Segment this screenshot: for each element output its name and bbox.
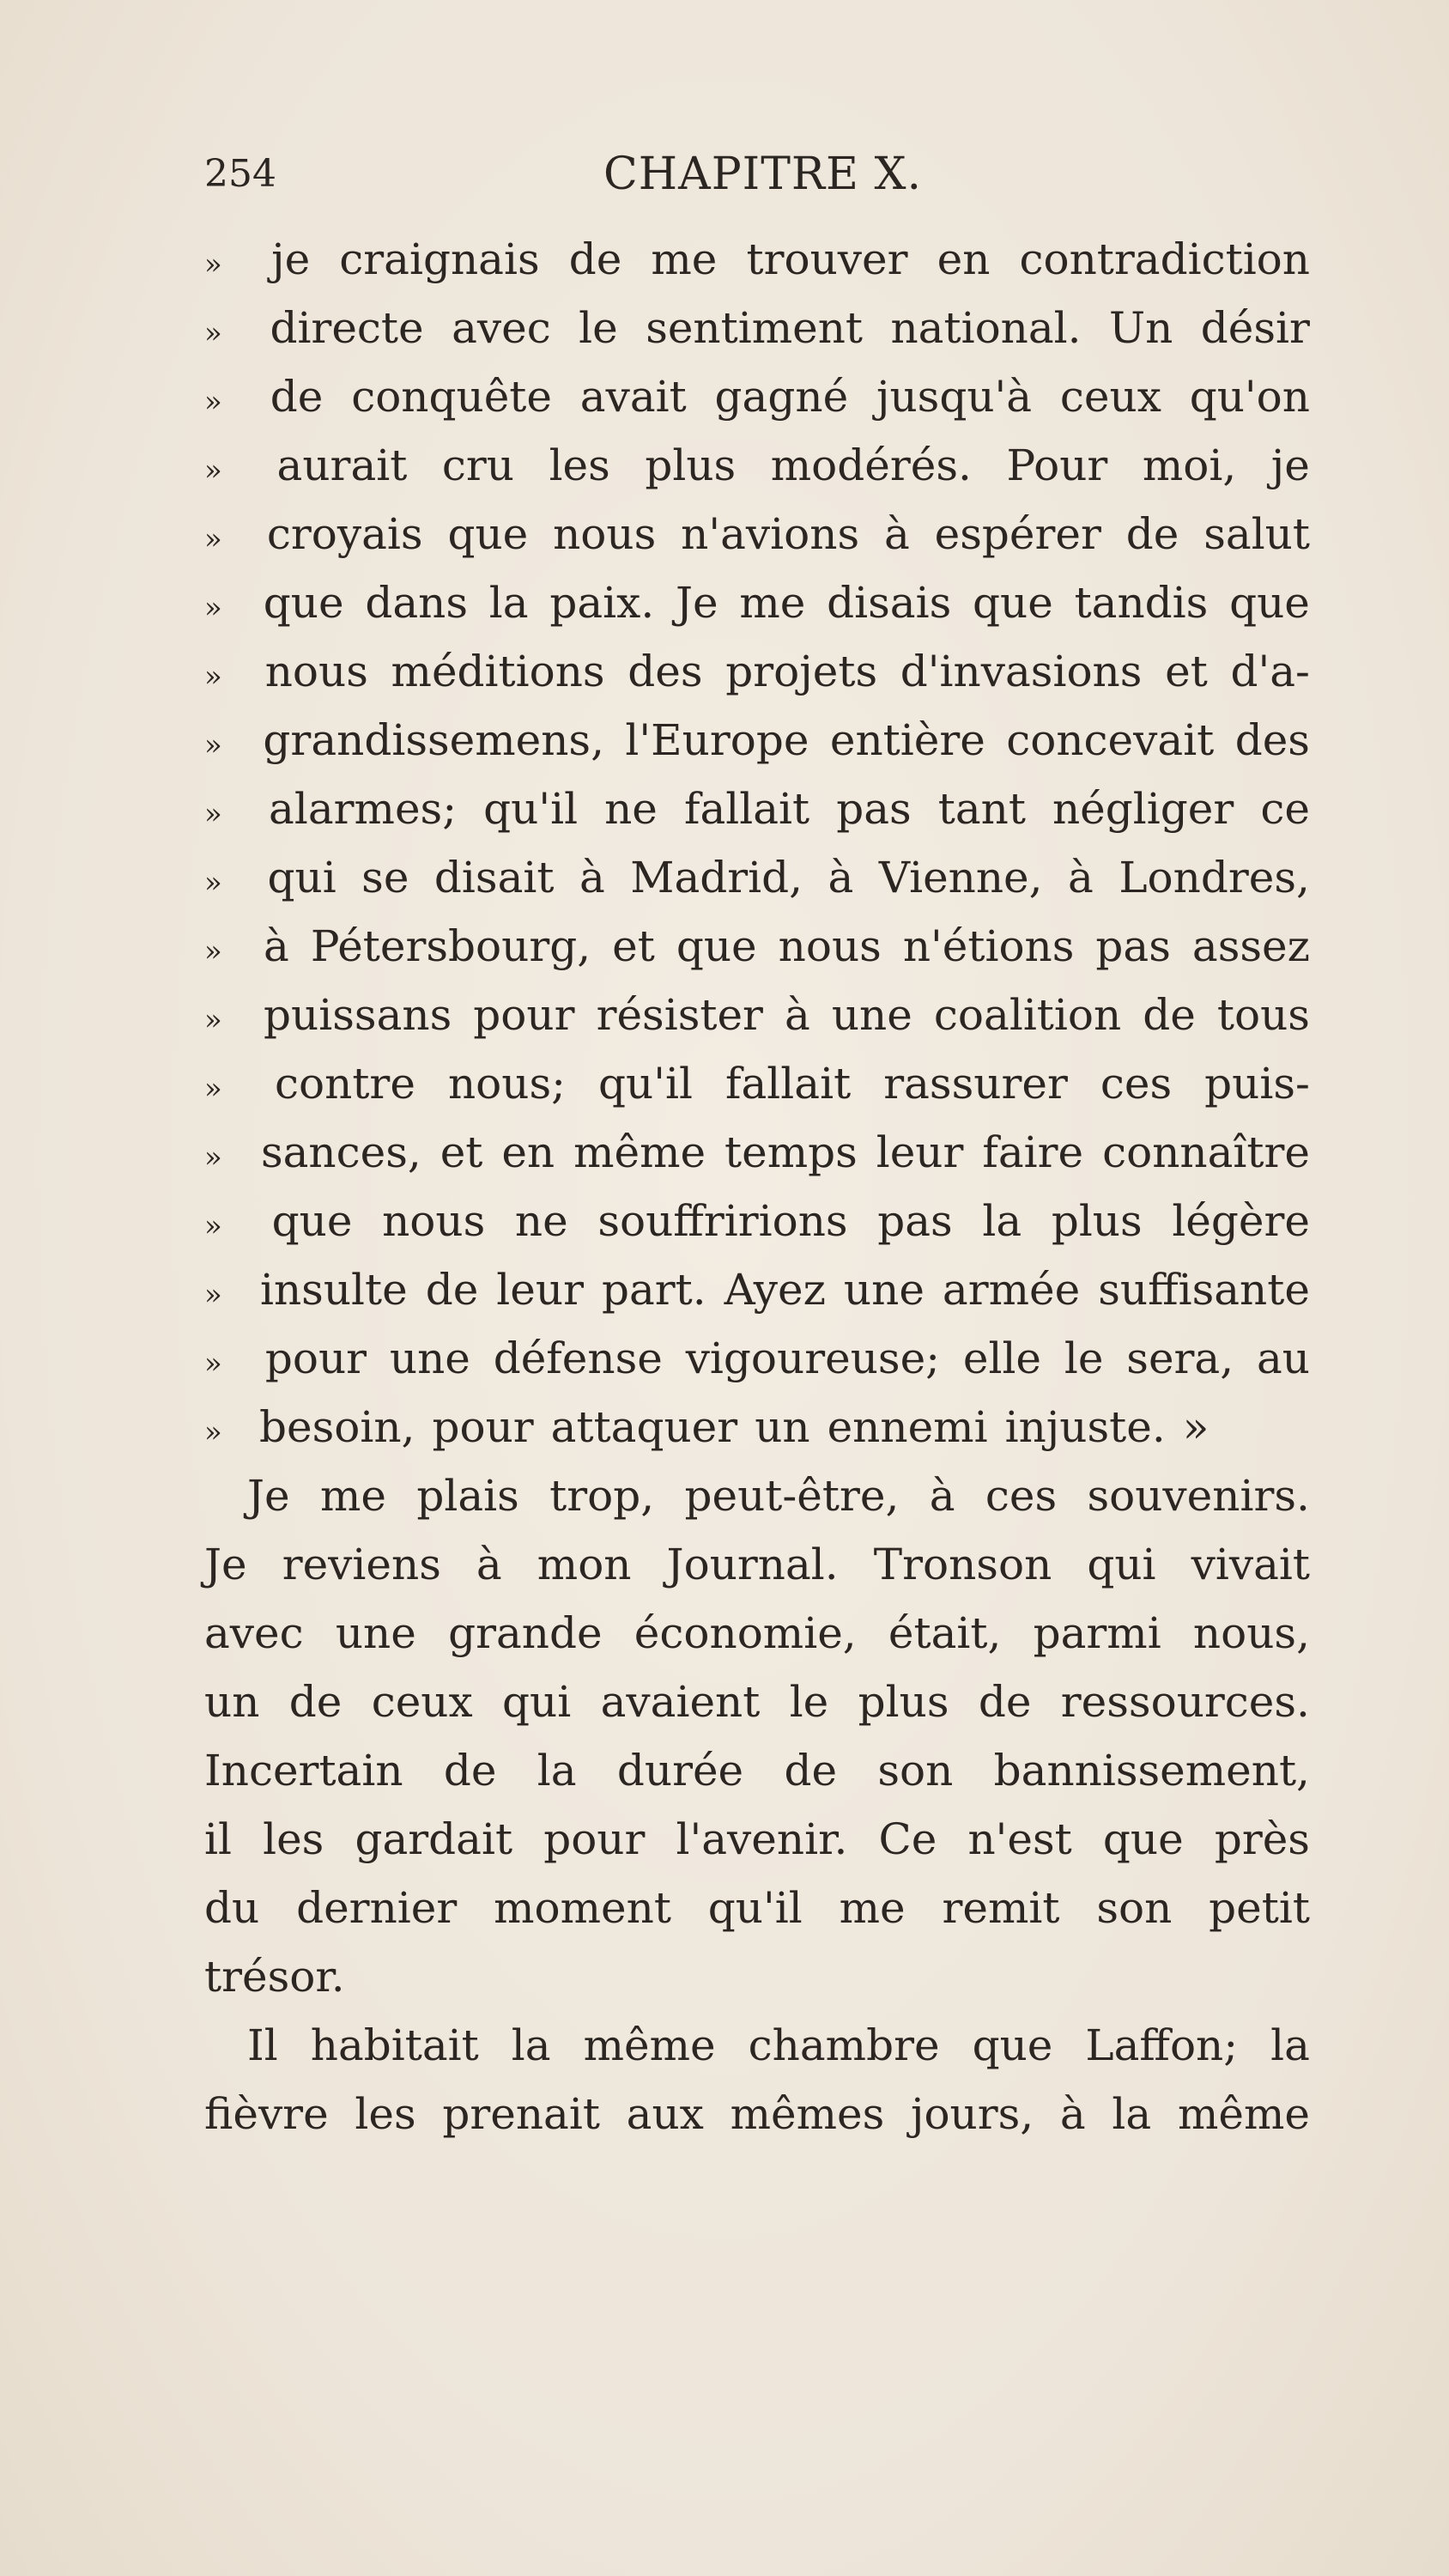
word: que (263, 578, 344, 628)
word: armée (942, 1265, 1081, 1315)
quote-mark: » (204, 1346, 222, 1381)
text-line (204, 843, 1310, 912)
word: qui (267, 853, 336, 902)
word: d'a- (1230, 647, 1310, 696)
word: la (537, 1746, 577, 1795)
word: souvenirs. (1087, 1471, 1310, 1521)
word: que (1102, 1814, 1184, 1864)
word: jusqu'à (876, 372, 1033, 422)
word: suffisante (1098, 1265, 1310, 1315)
word: vigoureuse; (685, 1334, 941, 1383)
word: tant (937, 784, 1026, 834)
quote-mark: » (204, 247, 222, 282)
text-line (204, 1049, 1310, 1118)
word: croyais (266, 509, 423, 559)
word: que (447, 509, 529, 559)
quote-mark: » (204, 316, 222, 350)
word: modérés. (770, 440, 972, 490)
word: vivait (1191, 1540, 1310, 1589)
word: qui (502, 1677, 572, 1727)
word: plus (858, 1677, 949, 1727)
word: elle (962, 1334, 1042, 1383)
word: et (440, 1127, 483, 1177)
word: ces (985, 1471, 1058, 1521)
word: pas (877, 1196, 953, 1246)
word: Je (675, 578, 718, 628)
word: Il (247, 2020, 278, 2070)
word: fièvre (204, 2089, 329, 2139)
text-line (204, 775, 1310, 843)
word: concevait (1006, 715, 1215, 765)
word: ennemi (827, 1402, 988, 1452)
word: sentiment (646, 303, 864, 353)
text-line (204, 1599, 1310, 1668)
word: trouver (746, 234, 908, 284)
quote-mark: » (204, 797, 222, 831)
word: son (877, 1746, 954, 1795)
word: projets (725, 647, 878, 696)
word: pour (473, 990, 575, 1040)
word: la (1270, 2020, 1310, 2070)
word: même (573, 1127, 706, 1177)
word: je (271, 234, 311, 284)
word: avaient (600, 1677, 761, 1727)
word: plus (645, 440, 737, 490)
word: de (288, 1677, 343, 1727)
text-line (204, 568, 1310, 637)
text-line (204, 1736, 1310, 1805)
word: Laffon; (1085, 2020, 1239, 2070)
word: chambre (748, 2020, 940, 2070)
word: Ce (878, 1814, 937, 1864)
word: un (204, 1677, 260, 1727)
word: je (1270, 440, 1310, 490)
word: économie, (634, 1608, 857, 1658)
word: gagné (714, 372, 849, 422)
word: de (425, 1265, 479, 1315)
word: un (755, 1402, 810, 1452)
word: à (929, 1471, 955, 1521)
word: avec (204, 1608, 304, 1658)
word: du (204, 1883, 260, 1933)
word: Londres, (1119, 853, 1310, 902)
word: et (1165, 647, 1208, 696)
word: me (739, 578, 806, 628)
word: qu'il (598, 1059, 693, 1109)
word: avait (579, 372, 687, 422)
word: aurait (276, 440, 408, 490)
quote-mark: » (204, 1140, 222, 1175)
text-line (204, 1118, 1310, 1187)
word: à (785, 990, 810, 1040)
word: qu'il (707, 1883, 803, 1933)
word: les (263, 1814, 324, 1864)
word: mon (537, 1540, 632, 1589)
word: de (443, 1746, 497, 1795)
word: Je (204, 1540, 247, 1589)
word: le (1064, 1334, 1104, 1383)
word: en (937, 234, 991, 284)
word: Journal. (666, 1540, 839, 1589)
word: tandis (1074, 578, 1209, 628)
word: que (271, 1196, 353, 1246)
text-line (204, 1805, 1310, 1874)
word: ceux (371, 1677, 473, 1727)
word: disait (433, 853, 555, 902)
word: une (335, 1608, 416, 1658)
word: insulte (259, 1265, 408, 1315)
word: dernier (296, 1883, 458, 1933)
quote-mark: » (204, 728, 222, 762)
word: n'avions (681, 509, 860, 559)
word: que (1229, 578, 1310, 628)
word: me (651, 234, 718, 284)
word: la (511, 2020, 551, 2070)
word: nous (553, 509, 657, 559)
word: la (1112, 2089, 1152, 2139)
quote-mark: » (204, 1278, 222, 1312)
word: mêmes (730, 2089, 885, 2139)
word: sera, (1126, 1334, 1234, 1383)
word: que (972, 2020, 1053, 2070)
word: Pour (1006, 440, 1108, 490)
word: à (476, 1540, 502, 1589)
word: n'est (967, 1814, 1072, 1864)
word: paix. (549, 578, 655, 628)
word: temps (724, 1127, 858, 1177)
word: la (982, 1196, 1022, 1246)
word: puis- (1204, 1059, 1310, 1109)
quote-mark: » (204, 591, 222, 625)
word: n'étions (902, 921, 1075, 971)
word: fallait (683, 784, 810, 834)
word: prenait (442, 2089, 600, 2139)
word: alarmes; (269, 784, 458, 834)
word: nous, (1192, 1608, 1310, 1658)
word: près (1214, 1814, 1310, 1864)
text-line (204, 1324, 1310, 1393)
word: ne (604, 784, 658, 834)
word: même (1177, 2089, 1310, 2139)
word: défense (493, 1334, 663, 1383)
word: se (361, 853, 409, 902)
word: Incertain (204, 1746, 403, 1795)
word: qu'on (1189, 372, 1310, 422)
quote-mark: » (204, 1209, 222, 1243)
word: conquête (351, 372, 552, 422)
word: même (583, 2020, 716, 2070)
word: plus (1051, 1196, 1143, 1246)
text-line (204, 2011, 1310, 2080)
word: à (1059, 2089, 1086, 2139)
text-line (204, 1393, 1310, 1461)
word: disais (827, 578, 952, 628)
word: national. (890, 303, 1082, 353)
word: peut-être, (684, 1471, 900, 1521)
word: trésor. (204, 1952, 345, 2002)
word: l'Europe (625, 715, 809, 765)
word: en (501, 1127, 555, 1177)
word: parmi (1033, 1608, 1161, 1658)
quote-mark: » (204, 866, 222, 900)
word: reviens (282, 1540, 441, 1589)
word: nous (382, 1196, 486, 1246)
word: sances, (260, 1127, 421, 1177)
page-header (204, 144, 1303, 204)
word: nous; (447, 1059, 566, 1109)
word: de (270, 372, 324, 422)
text-line (204, 1255, 1310, 1324)
word: au (1256, 1334, 1310, 1383)
word: désir (1200, 303, 1310, 353)
word: qui (1087, 1540, 1156, 1589)
quote-mark: » (204, 1003, 222, 1037)
word: gardait (355, 1814, 513, 1864)
word: salut (1203, 509, 1310, 559)
word: me (319, 1471, 386, 1521)
word: négliger (1052, 784, 1234, 834)
word: Vienne, (878, 853, 1043, 902)
word: à (828, 853, 854, 902)
word: dans (365, 578, 468, 628)
word: moment (494, 1883, 671, 1933)
quote-mark: » (204, 1072, 222, 1106)
word: pour (432, 1402, 534, 1452)
text-line (204, 362, 1310, 431)
quote-mark: » (204, 385, 222, 419)
word: des (627, 647, 703, 696)
word: ce (1260, 784, 1310, 834)
word: tous (1216, 990, 1310, 1040)
word: nous (778, 921, 882, 971)
word: pour (543, 1814, 646, 1864)
text-line (204, 912, 1310, 981)
word: grandissemens, (263, 715, 604, 765)
text-line (204, 706, 1310, 775)
text-line (204, 1461, 1310, 1530)
word: que (676, 921, 757, 971)
word: grande (448, 1608, 603, 1658)
word: Un (1109, 303, 1173, 353)
text-line (204, 1942, 1310, 2011)
word: ceux (1059, 372, 1161, 422)
word: d'invasions (900, 647, 1143, 696)
word: craignais (339, 234, 540, 284)
word: remit (942, 1883, 1060, 1933)
word: ne (514, 1196, 568, 1246)
word: rassurer (883, 1059, 1068, 1109)
quote-mark: » (204, 522, 222, 556)
word: Pétersbourg, (310, 921, 591, 971)
word: à (1068, 853, 1094, 902)
text-line (204, 500, 1310, 568)
word: jours, (910, 2089, 1034, 2139)
text-line (204, 637, 1310, 706)
word: Je (247, 1471, 290, 1521)
quote-mark: » (204, 1415, 222, 1449)
word: contradiction (1019, 234, 1310, 284)
text-line (204, 1874, 1310, 1942)
word: Ayez (724, 1265, 826, 1315)
word: méditions (391, 647, 605, 696)
word: pour (264, 1334, 367, 1383)
word: » (1182, 1402, 1210, 1452)
word: une (843, 1265, 925, 1315)
word: bannissement, (993, 1746, 1310, 1795)
word: Madrid, (630, 853, 803, 902)
word: trop, (549, 1471, 655, 1521)
word: nous (264, 647, 368, 696)
word: part. (601, 1265, 706, 1315)
word: attaquer (550, 1402, 738, 1452)
running-head: CHAPITRE X. (603, 149, 923, 200)
word: fallait (724, 1059, 852, 1109)
word: espérer (934, 509, 1101, 559)
word: entière (829, 715, 985, 765)
word: que (973, 578, 1053, 628)
word: l'avenir. (676, 1814, 848, 1864)
word: Tronson (873, 1540, 1052, 1589)
word: leur (876, 1127, 964, 1177)
word: durée (616, 1746, 744, 1795)
word: assez (1191, 921, 1310, 971)
word: besoin, (259, 1402, 415, 1452)
word: une (831, 990, 912, 1040)
word: de (784, 1746, 838, 1795)
word: leur (496, 1265, 584, 1315)
text-line (204, 1187, 1310, 1255)
word: il (204, 1814, 232, 1864)
page-number: 254 (204, 152, 276, 196)
word: des (1234, 715, 1310, 765)
word: directe (270, 303, 424, 353)
word: injuste. (1004, 1402, 1166, 1452)
word: son (1096, 1883, 1173, 1933)
text-line (204, 225, 1310, 294)
quote-mark: » (204, 659, 222, 694)
word: la (488, 578, 529, 628)
text-line (204, 981, 1310, 1049)
word: résister (596, 990, 763, 1040)
text-line (204, 431, 1310, 500)
text-line (204, 1668, 1310, 1736)
word: coalition (933, 990, 1122, 1040)
word: une (389, 1334, 470, 1383)
word: légère (1172, 1196, 1310, 1246)
word: le (579, 303, 618, 353)
text-line (204, 2080, 1310, 2148)
word: à (264, 921, 289, 971)
word: de (978, 1677, 1032, 1727)
word: plais (416, 1471, 519, 1521)
word: à (883, 509, 910, 559)
word: faire (982, 1127, 1084, 1177)
word: de (1125, 509, 1179, 559)
text-line (204, 294, 1310, 362)
word: et (612, 921, 655, 971)
word: cru (441, 440, 515, 490)
word: petit (1209, 1883, 1310, 1933)
word: de (1143, 990, 1196, 1040)
word: moi, (1142, 440, 1237, 490)
word: ressources. (1060, 1677, 1310, 1727)
quote-mark: » (204, 934, 222, 969)
word: aux (626, 2089, 704, 2139)
word: habitait (310, 2020, 479, 2070)
word: pas (1095, 921, 1171, 971)
word: à (579, 853, 605, 902)
word: les (355, 2089, 416, 2139)
quote-mark: » (204, 453, 222, 488)
word: qu'il (483, 784, 579, 834)
body-text (204, 225, 1310, 2148)
word: me (839, 1883, 906, 1933)
word: souffririons (597, 1196, 848, 1246)
word: avec (452, 303, 551, 353)
word: les (549, 440, 610, 490)
word: pas (836, 784, 912, 834)
word: de (568, 234, 622, 284)
word: contre (275, 1059, 415, 1109)
text-line (204, 1530, 1310, 1599)
word: le (789, 1677, 829, 1727)
word: était, (888, 1608, 1002, 1658)
word: puissans (264, 990, 452, 1040)
word: ces (1100, 1059, 1173, 1109)
word: connaître (1102, 1127, 1310, 1177)
